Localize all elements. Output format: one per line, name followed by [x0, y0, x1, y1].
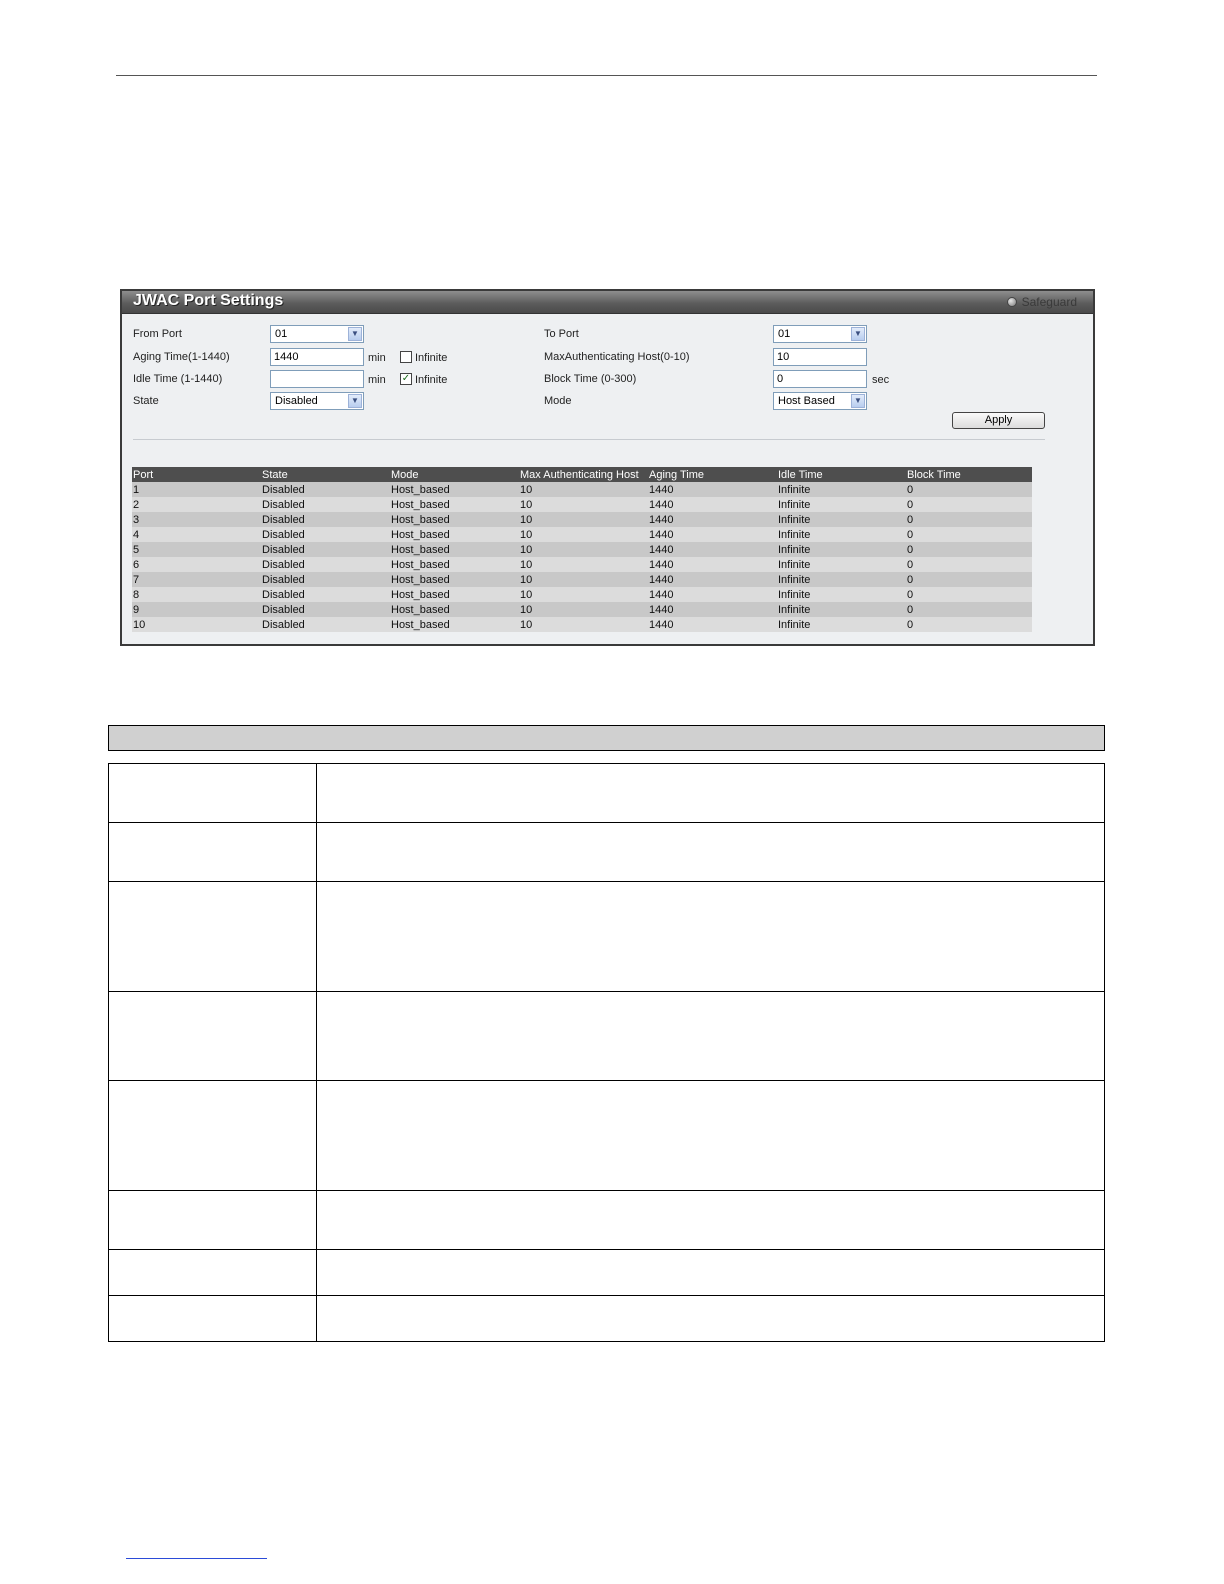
cell-max-host: 10 [519, 587, 648, 602]
status-dot-icon [1007, 297, 1017, 307]
cell-port: 9 [132, 602, 261, 617]
cell-block-time: 0 [906, 572, 1032, 587]
cell-state: Disabled [261, 482, 390, 497]
table-row [109, 1191, 1105, 1250]
table-cell [317, 1250, 1105, 1296]
table-row [132, 497, 1032, 512]
table-cell [317, 1296, 1105, 1342]
cell-max-host: 10 [519, 557, 648, 572]
column-header-mode: Mode [390, 467, 519, 482]
table-row [109, 882, 1105, 992]
cell-max-host: 10 [519, 512, 648, 527]
cell-state: Disabled [261, 542, 390, 557]
cell-aging-time: 1440 [648, 482, 777, 497]
cell-aging-time: 1440 [648, 542, 777, 557]
cell-max-host: 10 [519, 497, 648, 512]
jwac-port-settings-panel [120, 289, 1095, 646]
cell-port: 10 [132, 617, 261, 632]
cell-mode: Host_based [390, 512, 519, 527]
table-row [109, 1081, 1105, 1191]
cell-block-time: 0 [906, 527, 1032, 542]
table-cell [317, 1081, 1105, 1191]
from-port-value: 01 [275, 328, 288, 340]
jwac-port-table [132, 467, 1032, 632]
table-cell [109, 1081, 317, 1191]
cell-state: Disabled [261, 617, 390, 632]
idle-time-input[interactable] [270, 370, 364, 388]
cell-mode: Host_based [390, 482, 519, 497]
cell-port: 7 [132, 572, 261, 587]
idle-time-unit: min [368, 374, 386, 386]
column-header-max-host: Max Authenticating Host [519, 467, 648, 482]
safeguard-indicator[interactable] [1007, 295, 1077, 309]
cell-port: 3 [132, 512, 261, 527]
aging-time-unit: min [368, 352, 386, 364]
cell-mode: Host_based [390, 542, 519, 557]
cell-port: 6 [132, 557, 261, 572]
table-cell [109, 1296, 317, 1342]
max-host-label: MaxAuthenticating Host(0-10) [544, 351, 690, 363]
cell-mode: Host_based [390, 572, 519, 587]
table-row [109, 823, 1105, 882]
panel-header [122, 291, 1093, 314]
table-row [132, 482, 1032, 497]
table-row [109, 764, 1105, 823]
cell-aging-time: 1440 [648, 572, 777, 587]
cell-port: 8 [132, 587, 261, 602]
cell-idle-time: Infinite [777, 527, 906, 542]
cell-idle-time: Infinite [777, 512, 906, 527]
table-cell [317, 1191, 1105, 1250]
column-header-idle-time: Idle Time [777, 467, 906, 482]
description-table-header [108, 725, 1105, 751]
cell-mode: Host_based [390, 602, 519, 617]
cell-port: 1 [132, 482, 261, 497]
max-host-input[interactable]: 10 [773, 348, 867, 366]
cell-state: Disabled [261, 557, 390, 572]
cell-aging-time: 1440 [648, 617, 777, 632]
from-port-label: From Port [133, 328, 182, 340]
cell-port: 5 [132, 542, 261, 557]
cell-max-host: 10 [519, 617, 648, 632]
state-value: Disabled [275, 395, 318, 407]
idle-infinite-checkbox[interactable] [400, 373, 412, 385]
cell-aging-time: 1440 [648, 497, 777, 512]
idle-infinite-label: Infinite [415, 374, 448, 386]
cell-max-host: 10 [519, 602, 648, 617]
cell-max-host: 10 [519, 572, 648, 587]
check-icon: ✓ [401, 373, 411, 384]
cell-block-time: 0 [906, 497, 1032, 512]
cell-aging-time: 1440 [648, 527, 777, 542]
cell-port: 4 [132, 527, 261, 542]
mode-select[interactable] [773, 392, 867, 410]
cell-mode: Host_based [390, 587, 519, 602]
cell-mode: Host_based [390, 617, 519, 632]
table-row [109, 992, 1105, 1081]
cell-idle-time: Infinite [777, 482, 906, 497]
state-label: State [133, 395, 159, 407]
table-row [109, 1296, 1105, 1342]
from-port-select[interactable] [270, 325, 364, 343]
table-cell [109, 992, 317, 1081]
cell-block-time: 0 [906, 587, 1032, 602]
table-cell [317, 823, 1105, 882]
aging-time-label: Aging Time(1-1440) [133, 351, 230, 363]
cell-block-time: 0 [906, 557, 1032, 572]
cell-idle-time: Infinite [777, 557, 906, 572]
table-row [132, 602, 1032, 617]
cell-block-time: 0 [906, 482, 1032, 497]
to-port-label: To Port [544, 328, 579, 340]
cell-state: Disabled [261, 602, 390, 617]
apply-button[interactable]: Apply [952, 412, 1045, 429]
description-table [108, 763, 1105, 1342]
idle-time-label: Idle Time (1-1440) [133, 373, 223, 385]
table-row [132, 572, 1032, 587]
cell-block-time: 0 [906, 542, 1032, 557]
cell-idle-time: Infinite [777, 497, 906, 512]
block-time-input[interactable]: 0 [773, 370, 867, 388]
table-row [132, 542, 1032, 557]
chevron-down-icon: ▼ [851, 394, 865, 408]
cell-max-host: 10 [519, 542, 648, 557]
form-divider [133, 439, 1045, 440]
table-cell [109, 1250, 317, 1296]
cell-state: Disabled [261, 512, 390, 527]
table-cell [109, 1191, 317, 1250]
table-cell [317, 992, 1105, 1081]
table-row [132, 587, 1032, 602]
cell-aging-time: 1440 [648, 512, 777, 527]
cell-mode: Host_based [390, 497, 519, 512]
cell-idle-time: Infinite [777, 602, 906, 617]
column-header-port: Port [132, 467, 261, 482]
column-header-state: State [261, 467, 390, 482]
table-header-row [132, 467, 1032, 482]
safeguard-label: Safeguard [1021, 295, 1077, 309]
table-cell [109, 764, 317, 823]
cell-mode: Host_based [390, 557, 519, 572]
mode-label: Mode [544, 395, 572, 407]
aging-infinite-label: Infinite [415, 352, 448, 364]
chevron-down-icon: ▼ [348, 394, 362, 408]
cell-block-time: 0 [906, 617, 1032, 632]
block-time-unit: sec [872, 374, 890, 386]
cell-idle-time: Infinite [777, 587, 906, 602]
cell-state: Disabled [261, 497, 390, 512]
cell-aging-time: 1440 [648, 587, 777, 602]
cell-port: 2 [132, 497, 261, 512]
table-row [132, 512, 1032, 527]
to-port-select[interactable] [773, 325, 867, 343]
state-select[interactable] [270, 392, 364, 410]
table-cell [317, 882, 1105, 992]
chevron-down-icon: ▼ [348, 327, 362, 341]
cell-mode: Host_based [390, 527, 519, 542]
column-header-block-time: Block Time [906, 467, 1032, 482]
cell-block-time: 0 [906, 512, 1032, 527]
footer-link-underline[interactable] [126, 1558, 267, 1559]
table-row [132, 557, 1032, 572]
cell-idle-time: Infinite [777, 542, 906, 557]
cell-idle-time: Infinite [777, 617, 906, 632]
page-top-rule [116, 75, 1097, 76]
table-row [109, 1250, 1105, 1296]
cell-state: Disabled [261, 527, 390, 542]
table-cell [317, 764, 1105, 823]
table-cell [109, 823, 317, 882]
cell-block-time: 0 [906, 602, 1032, 617]
cell-state: Disabled [261, 587, 390, 602]
panel-title: JWAC Port Settings [133, 292, 284, 309]
aging-infinite-checkbox[interactable] [400, 351, 412, 363]
cell-idle-time: Infinite [777, 572, 906, 587]
cell-max-host: 10 [519, 482, 648, 497]
table-cell [109, 882, 317, 992]
table-row [132, 527, 1032, 542]
to-port-value: 01 [778, 328, 791, 340]
block-time-label: Block Time (0-300) [544, 373, 637, 385]
aging-time-input[interactable]: 1440 [270, 348, 364, 366]
cell-max-host: 10 [519, 527, 648, 542]
cell-state: Disabled [261, 572, 390, 587]
cell-aging-time: 1440 [648, 557, 777, 572]
chevron-down-icon: ▼ [851, 327, 865, 341]
column-header-aging-time: Aging Time [648, 467, 777, 482]
table-row [132, 617, 1032, 632]
mode-value: Host Based [778, 395, 835, 407]
cell-aging-time: 1440 [648, 602, 777, 617]
